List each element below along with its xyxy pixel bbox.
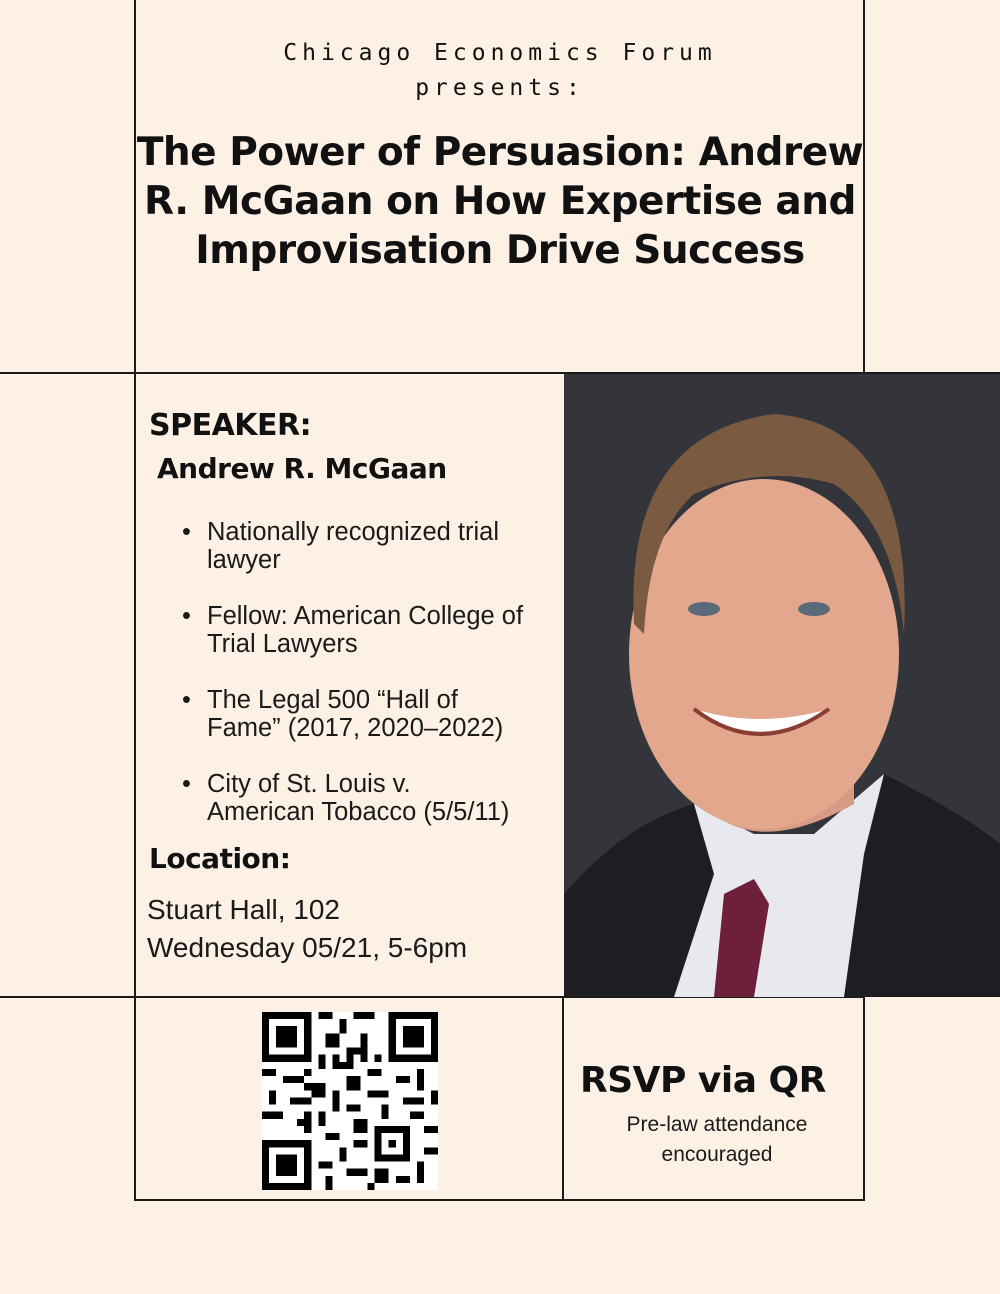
rsvp-qr-code[interactable] bbox=[262, 1012, 438, 1190]
speaker-photo bbox=[564, 374, 1000, 997]
credential-item: • Nationally recognized trial lawyer bbox=[182, 518, 552, 574]
speaker-credentials-list bbox=[182, 518, 552, 854]
event-title-line: Improvisation Drive Success bbox=[195, 228, 805, 273]
rsvp-heading: RSVP via QR bbox=[580, 1060, 826, 1101]
credential-item: • The Legal 500 “Hall of Fame” (2017, 2020–2022) bbox=[182, 686, 552, 742]
presents-label: presents: bbox=[415, 75, 585, 101]
divider-vertical-middle bbox=[562, 997, 564, 1201]
divider-horizontal-bottom bbox=[134, 1199, 865, 1201]
divider-vertical-right-bottom bbox=[863, 997, 865, 1201]
speaker-heading: SPEAKER: bbox=[149, 408, 312, 443]
rsvp-note-line2: encouraged bbox=[661, 1143, 773, 1166]
location-place: Stuart Hall, 102 bbox=[147, 894, 340, 925]
event-title bbox=[136, 128, 864, 275]
location-time: Wednesday 05/21, 5-6pm bbox=[147, 932, 468, 963]
event-title-line: The Power of Persuasion: Andrew bbox=[136, 130, 864, 175]
organization-name: Chicago Economics Forum bbox=[283, 40, 717, 66]
speaker-name: Andrew R. McGaan bbox=[157, 452, 447, 485]
event-title-line: R. McGaan on How Expertise and bbox=[144, 179, 856, 224]
credential-item: • City of St. Louis v. American Tobacco (5/5/11) bbox=[182, 770, 552, 826]
location-heading: Location: bbox=[149, 842, 291, 875]
rsvp-note-line1: Pre-law attendance bbox=[626, 1113, 808, 1136]
credential-item: • Fellow: American College of Trial Lawyers bbox=[182, 602, 552, 658]
